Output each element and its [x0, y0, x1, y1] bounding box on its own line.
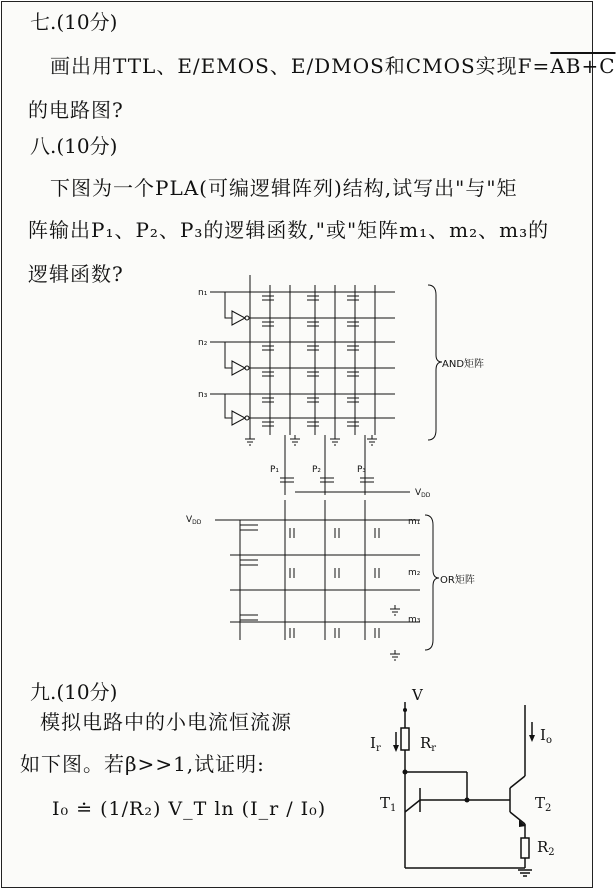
r2-label: $R_2$ [537, 838, 555, 858]
or-matrix-label: OR矩阵 [440, 575, 475, 586]
t2-label: $T_2$ [535, 794, 552, 814]
v-label: V [412, 686, 423, 704]
input-n2-label: n₂ [198, 338, 208, 348]
q8-line1: 下图为一个PLA(可编逻辑阵列)结构,试写出"与"矩 [50, 176, 518, 200]
q9-title: 九.(10分) [30, 680, 118, 704]
product-p3-label: P₃ [357, 465, 367, 475]
q7-line2: 的电路图? [28, 98, 124, 122]
q8-line3: 逻辑函数? [28, 262, 124, 286]
q8-line2: 阵输出P₁、P₂、P₃的逻辑函数,"或"矩阵m₁、m₂、m₃的 [28, 218, 550, 242]
product-p2-label: P₂ [312, 465, 322, 475]
input-n1-label: n₁ [198, 288, 208, 298]
product-p1-label: P₁ [270, 465, 280, 475]
q9-formula: I₀ ≐ (1/R₂) V_T ln (I_r / I₀) [52, 798, 327, 820]
t1-label: $T_1$ [380, 794, 397, 814]
q8-title: 八.(10分) [30, 134, 118, 158]
rr-label: $R_r$ [420, 734, 437, 754]
output-m2-label: m₂ [408, 568, 421, 578]
q7-expression: AB+C [550, 54, 616, 78]
q9-line2: 如下图。若β>>1,试证明: [20, 752, 265, 776]
vdd-in-label: $V_{DD}$ [186, 515, 202, 526]
vdd-label: $V_{DD}$ [415, 488, 431, 499]
q9-line1: 模拟电路中的小电流恒流源 [40, 710, 292, 734]
output-m3-label: m₃ [408, 615, 421, 625]
q7-line1-text: 画出用TTL、E/EMOS、E/DMOS和CMOS实现F= [50, 54, 551, 78]
io-label: $I_o$ [540, 726, 552, 746]
ir-label: $I_r$ [370, 734, 381, 754]
output-m1-label: m₁ [408, 517, 421, 527]
input-n3-label: n₃ [198, 390, 208, 400]
q7-title: 七.(10分) [30, 10, 118, 34]
and-matrix-label: AND矩阵 [442, 359, 485, 370]
